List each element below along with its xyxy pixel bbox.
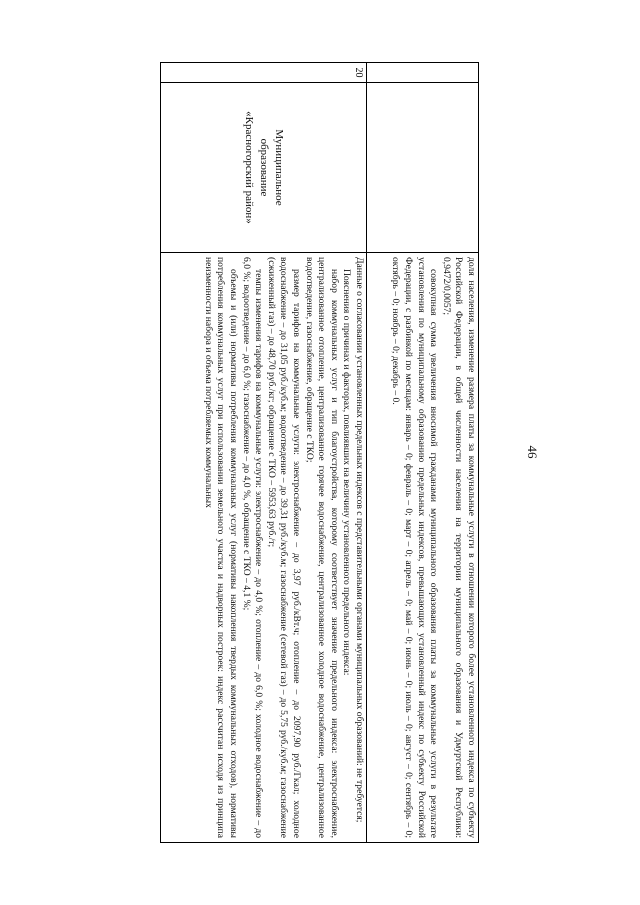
row-number: 20 (161, 63, 367, 83)
paragraph: совокупная сумма увеличения вносимой гражданами муниципального образования платы за коммунальные услуги в результате установления по муниципальному образованию предельных индексов, превышающих установленный индекс по субъекту Российской Федерации, с разбивкой по месяцам: январь – 0; февраль – 0; март – 0; апрель – 0; май – 0; июнь – 0; июль – 0; август – 0; сентябрь – 0; октябрь – 0; ноябрь – 0; декабрь – 0. (390, 257, 440, 838)
name-cell-empty (367, 83, 479, 253)
paragraph: объемы и (или) нормативы потребления коммунальных услуг (нормативы накопления твердых коммунальных отходов), нормативы потребления коммунальных услуг при использовании земельного участка и надворных построек: индекс рассчитан исходя из принципа неизменности набора и объема потребляемых коммунальных (202, 257, 240, 838)
table-row-continued (367, 63, 479, 843)
number-cell-empty (367, 63, 479, 83)
paragraph: набор коммунальных услуг и тип благоустройства, которому соответствует значение предельного индекса: электроснабжение, централизованное отопление, централизованное горячее водоснабжение, централизованное холодное водоснабжение, централизованное водоотведение, газоснабжение, обращение с ТКО; (303, 257, 340, 838)
municipality-name-line: образование (258, 138, 270, 197)
paragraph: размер тарифов на коммунальные услуги: электроснабжение – до 3,97 руб./кВт.ч; отопление – до 2097,90 руб./Гкал; холодное водоснабжение – до 31,05 руб./куб.м; водоотведение – до 39,31 руб./куб.м; газоснабжение (сетевой газ) – до 5,75 руб./куб.м; газоснабжение (сжиженный газ) – до 48,70 руб./кг; обращение с ТКО – 5953,63 руб./т; (265, 257, 303, 838)
paragraph: доля населения, изменение размера платы за коммунальные услуги в отношении которого более установленного индекса по субъекту Российской Федерации, в общей численности населения на территории муниципального образования и Удмуртской Республики: 0,9472/0,0057; (440, 257, 477, 838)
paragraph: темпы изменения тарифов на коммунальные услуги: электроснабжение – до 4,0 %; отопление – до 6,0 %; холодное водоснабжение – до 6,0 %; водоотведение – до 6,0 %; газоснабжение – до 4,0 %, обращение с ТКО – 4,1 %; (240, 257, 265, 838)
municipal-index-table (160, 62, 479, 843)
municipality-name-line: Муниципальное (273, 129, 285, 206)
municipality-name-line: «Красногорский район» (243, 111, 255, 224)
table-row-20 (161, 63, 367, 843)
text-cell-20 (161, 253, 367, 843)
text-cell-continued (367, 253, 479, 843)
paragraph: Данные о согласовании установленных предельных индексов с представительными органами муниципальных образований: не требуется; (354, 257, 365, 823)
rotated-table-wrapper (161, 62, 479, 842)
municipality-name-cell (161, 83, 367, 253)
paragraph: Пояснения о причинах и факторах, повлиявших на величину установленного предельного индекса: (341, 269, 353, 676)
page-number: 46 (525, 445, 540, 459)
